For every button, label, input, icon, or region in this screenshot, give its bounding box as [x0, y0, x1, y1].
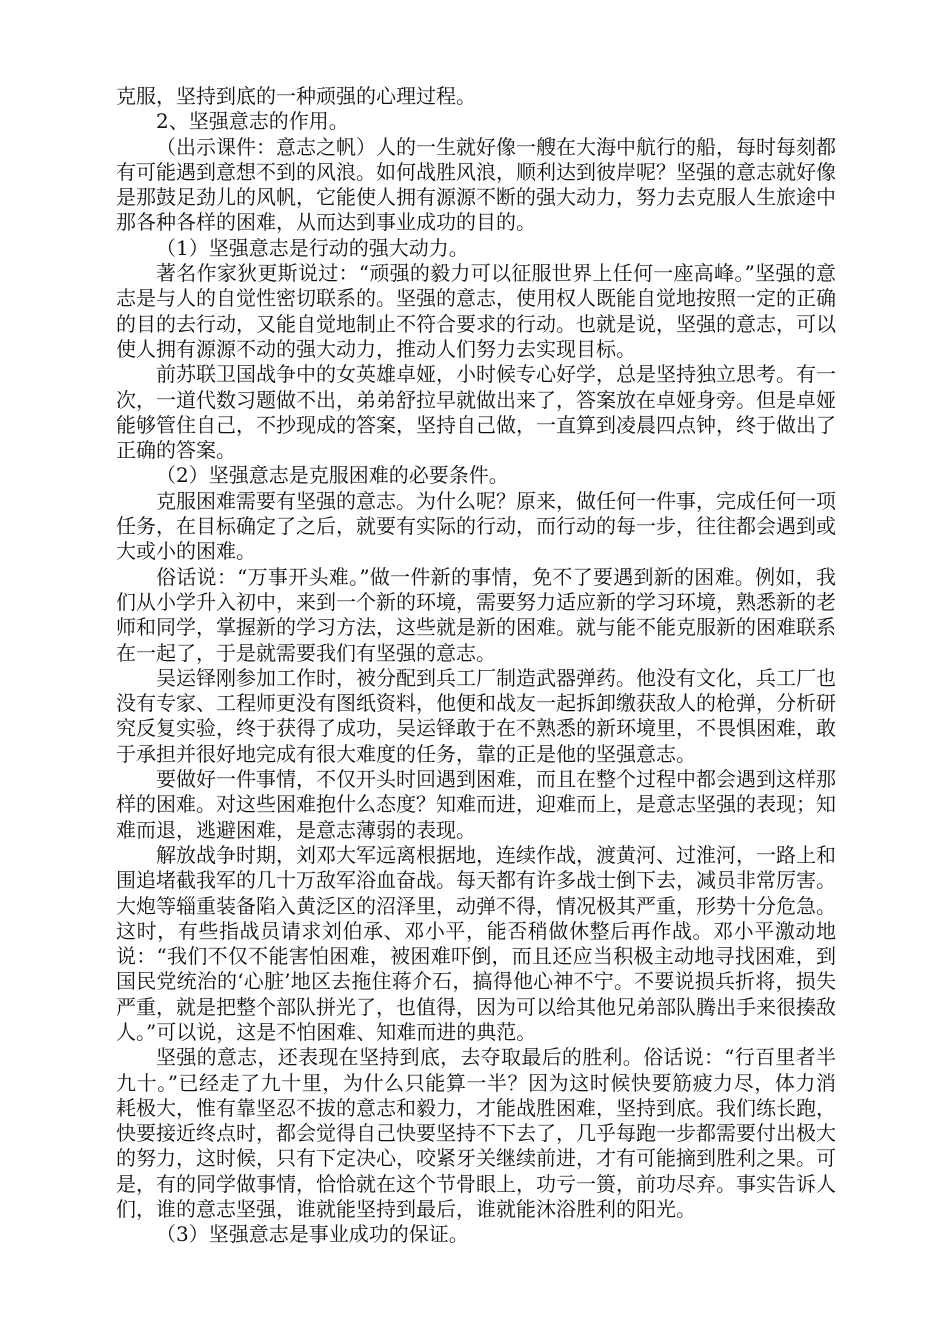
paragraph-attitude-to-difficulty: 要做好一件事情，不仅开头时回遇到困难，而且在整个过程中都会遇到这样那样的困难。对这些困难抱什么态度？知难而进，迎难而上，是意志坚强的表现；知难而退，逃避困难，是意志薄弱的表现。: [116, 767, 836, 842]
paragraph-why-will-needed: 克服困难需要有坚强的意志。为什么呢？原来，做任何一件事，完成任何一项任务，在目标确定了之后，就要有实际的行动，而行动的每一步，往往都会遇到或大或小的困难。: [116, 488, 836, 564]
paragraph-hard-beginnings: 俗话说：“万事开头难。”做一件新的事情，免不了要遇到新的困难。例如，我们从小学升入初中，来到一个新的环境，需要努力适应新的学习环境，熟悉新的老师和同学，掌握新的学习方法，这些就是新的困难。就与能不能克服新的困难联系在一起了，于是就需要我们有坚强的意志。: [116, 564, 836, 665]
paragraph-sail-of-will: （出示课件：意志之帆）人的一生就好像一艘在大海中航行的船，每时每刻都有可能遇到意想不到的风浪。如何战胜风浪，顺利达到彼岸呢？坚强的意志就好像是那鼓足劲儿的风帆，它能使人拥有源源不断的强大动力，努力去克服人生旅途中那各种各样的困难，从而达到事业成功的目的。: [116, 134, 836, 235]
subheading-overcoming-difficulty: （2）坚强意志是克服困难的必要条件。: [156, 463, 509, 488]
subheading-driving-force: （1）坚强意志是行动的强大动力。: [156, 235, 469, 260]
paragraph-liu-deng-army: 解放战争时期，刘邓大军远离根据地，连续作战，渡黄河、过淮河，一路上和围追堵截我军的几十万敌军浴血奋战。每天都有许多战士倒下去，减员非常厉害。大炮等辎重装备陷入黄泛区的沼泽里，动弹不得，情况极其严重，形势十分危急。这时，有些指战员请求刘伯承、邓小平，能否稍做休整后再作战。邓小平激动地说：“我们不仅不能害怕困难，被困难吓倒，而且还应当积极主动地寻找困难，到国民党统治的‘心脏’地区去拖住蒋介石，搞得他心神不宁。不要说损兵折将，损失严重，就是把整个部队拼光了，也值得，因为可以给其他兄弟部队腾出手来很揍敌人。”可以说，这是不怕困难、知难而进的典范。: [116, 842, 836, 1044]
paragraph-wu-yunduo-story: 吴运铎刚参加工作时，被分配到兵工厂制造武器弹药。他没有文化，兵工厂也没有专家、工程师更没有图纸资料，他便和战友一起拆卸缴获敌人的枪弹，分析研究反复实验，终于获得了成功，吴运铎敢于在不熟悉的新环境里，不畏惧困难，敢于承担并很好地完成有很大难度的任务，靠的正是他的坚强意志。: [116, 665, 836, 766]
paragraph-persist-to-end: 坚强的意志，还表现在坚持到底，去夺取最后的胜利。俗话说：“行百里者半九十。”已经走了九十里，为什么只能算一半？因为这时候快要筋疲力尽，体力消耗极大，惟有靠坚忍不拔的意志和毅力，才能战胜困难，坚持到底。我们练长跑，快要接近终点时，都会觉得自己快要坚持不下去了，几乎每跑一步都需要付出极大的努力，这时候，只有下定决心，咬紧牙关继续前进，才有可能摘到胜利之果。可是，有的同学做事情，恰恰就在这个节骨眼上，功亏一篑，前功尽弃。事实告诉人们，谁的意志坚强，谁就能坚持到最后，谁就能沐浴胜利的阳光。: [116, 1045, 836, 1222]
paragraph-dickens-quote: 著名作家狄更斯说过：“顽强的毅力可以征服世界上任何一座高峰。”坚强的意志是与人的自觉性密切联系的。坚强的意志，使用权人既能自觉地按照一定的正确的目的去行动，又能自觉地制止不符合要求的行动。也就是说，坚强的意志，可以使人拥有源源不动的强大动力，推动人们努力去实现目标。: [116, 261, 836, 361]
section-heading-role-of-will: 2、坚强意志的作用。: [156, 109, 349, 134]
document-page: [116, 84, 836, 1248]
subheading-success-guarantee: （3）坚强意志是事业成功的保证。: [156, 1222, 469, 1247]
paragraph-continuation: 克服，坚持到底的一种顽强的心理过程。: [116, 84, 476, 108]
paragraph-zoya-story: 前苏联卫国战争中的女英雄卓娅，小时候专心好学，总是坚持独立思考。有一次，一道代数习题做不出，弟弟舒拉早就做出来了，答案放在卓娅身旁。但是卓娅能够管住自己，不抄现成的答案，坚持自己做，一直算到凌晨四点钟，终于做出了正确的答案。: [116, 362, 836, 463]
